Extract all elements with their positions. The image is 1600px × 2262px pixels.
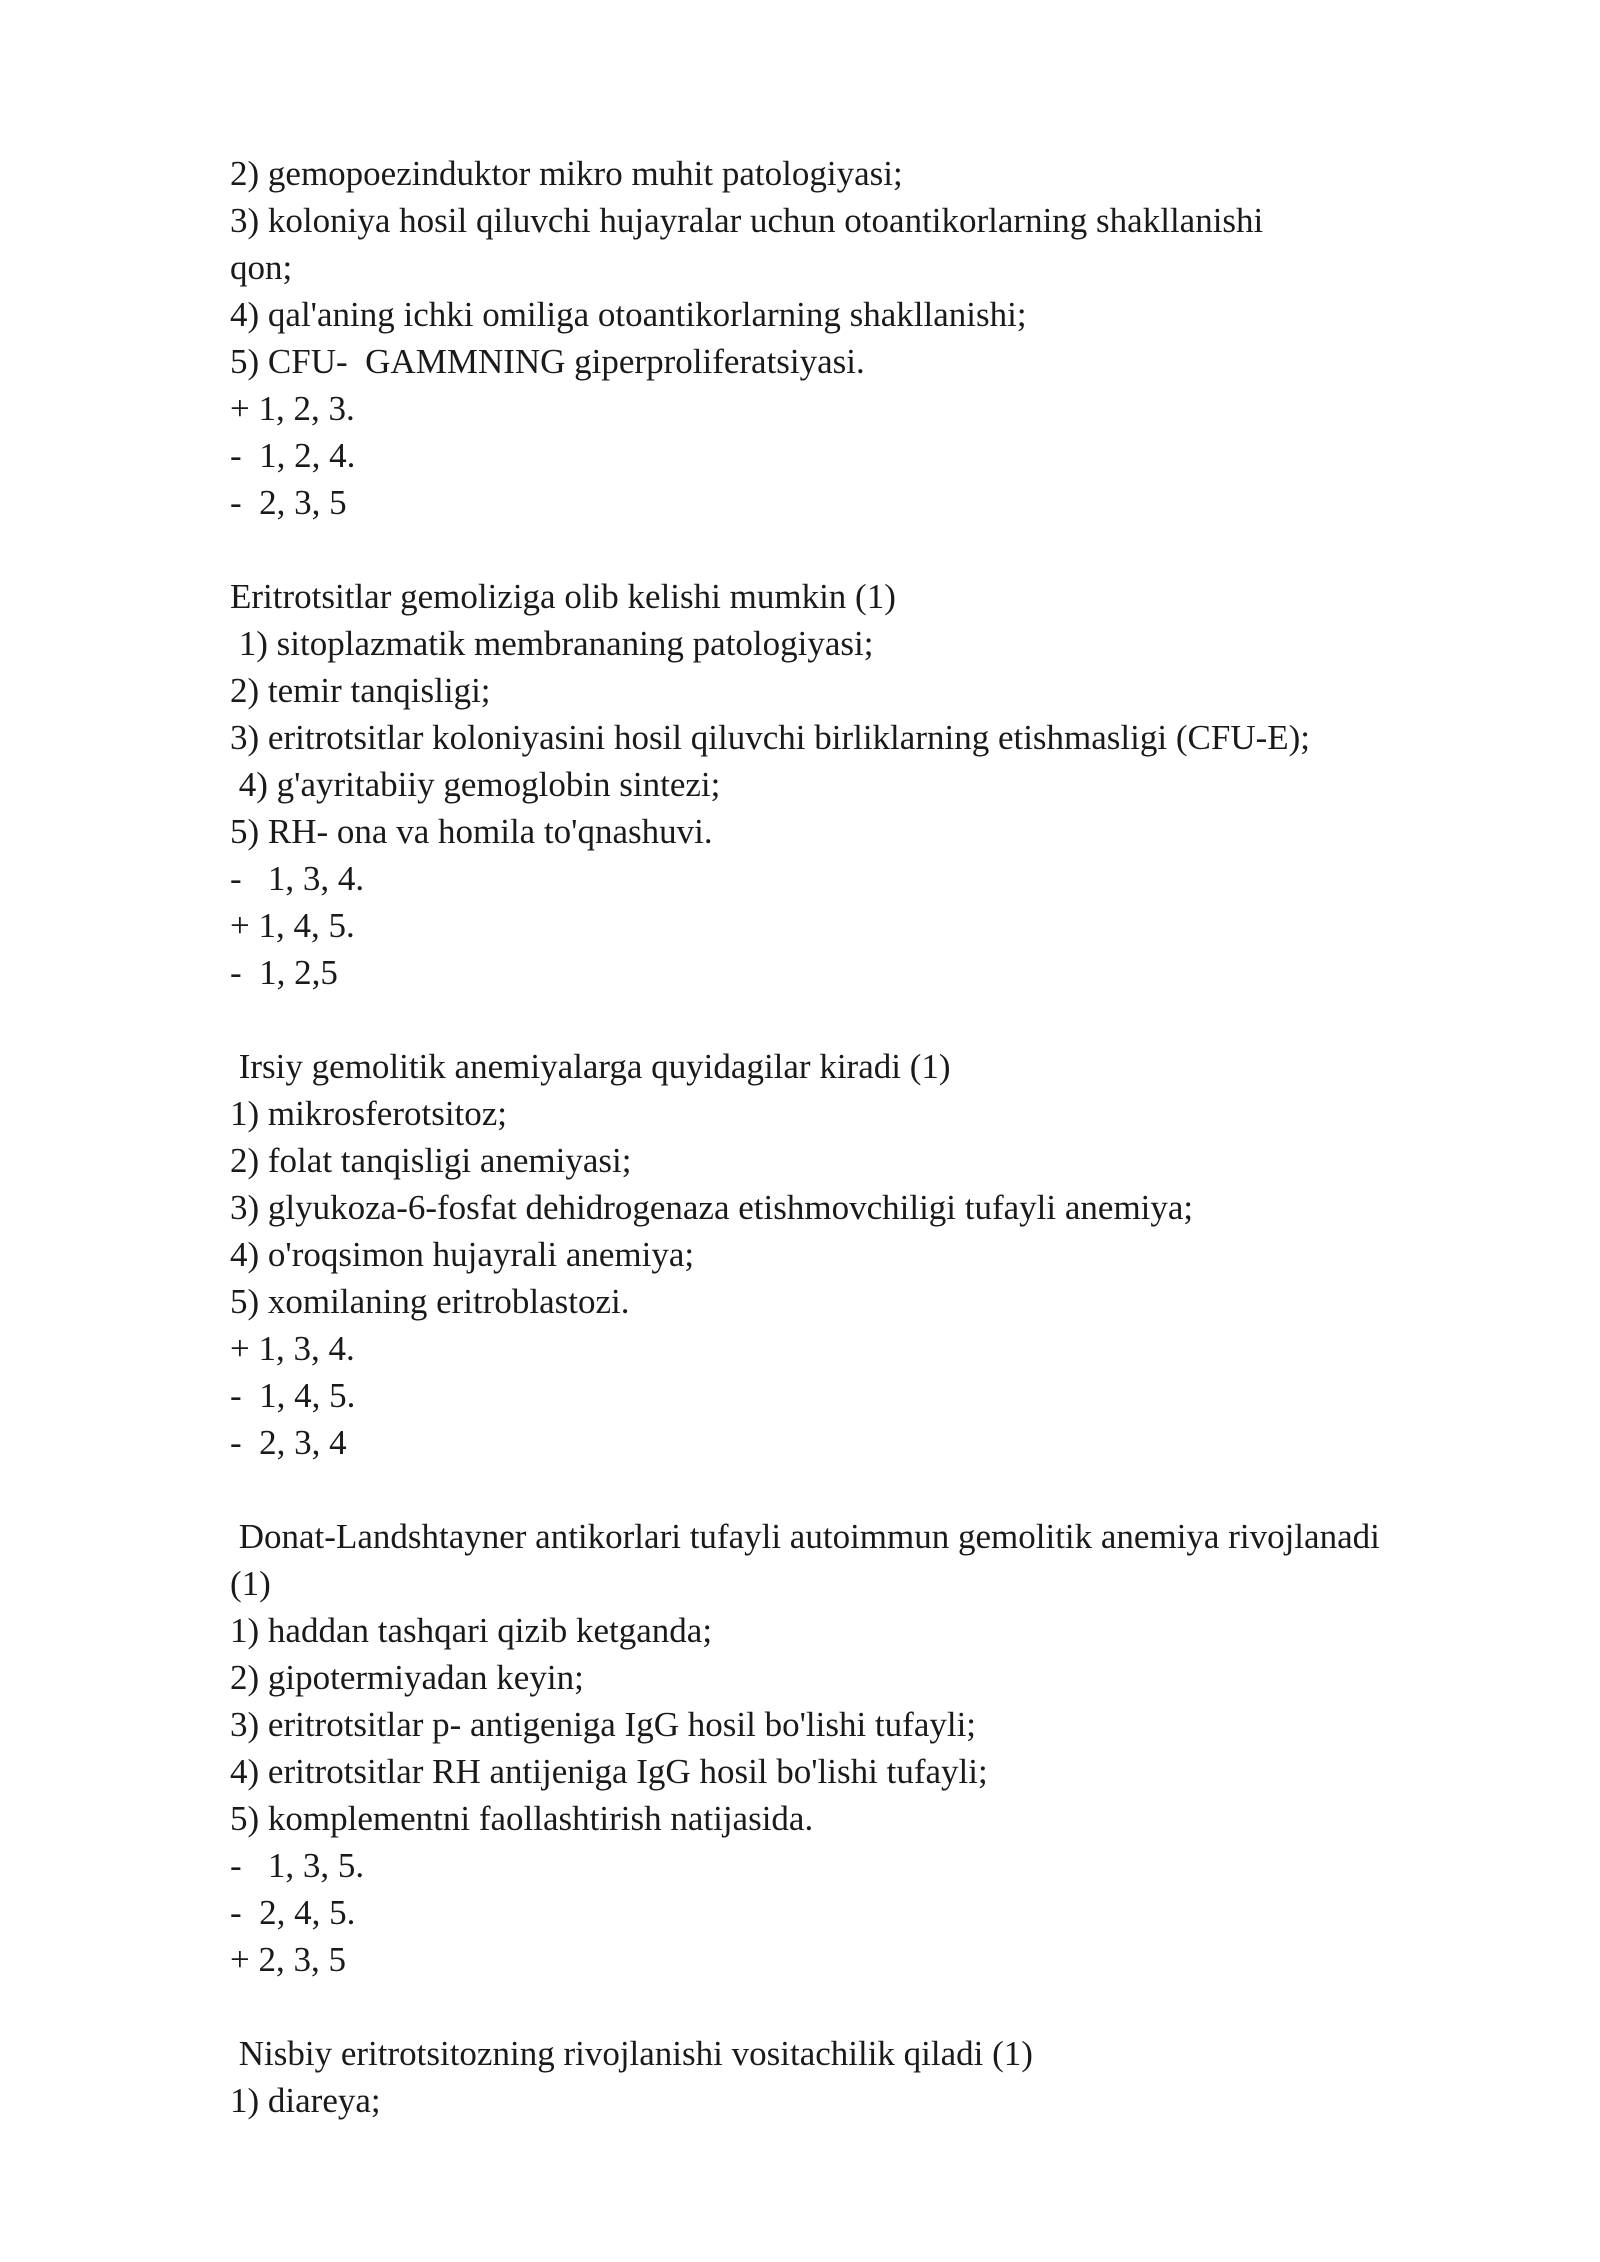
answer-line: - 2, 3, 5 [230,483,347,522]
question-title-continued: (1) [230,1564,271,1603]
question-block [230,150,1530,526]
answer-line: - 2, 4, 5. [230,1893,356,1932]
option-line: 4) qal'aning ichki omiliga otoantikorlarning shakllanishi; [230,295,1027,334]
answer-line: - 1, 2,5 [230,953,338,992]
option-line: 3) eritrotsitlar p- antigeniga IgG hosil bo'lishi tufayli; [230,1705,977,1744]
option-line: 5) komplementni faollashtirish natijasida. [230,1799,814,1838]
option-line: 3) eritrotsitlar koloniyasini hosil qiluvchi birliklarning etishmasligi (CFU-E); [230,718,1311,757]
option-line: 2) folat tanqisligi anemiyasi; [230,1141,632,1180]
option-line: qon; [230,248,293,287]
option-line: 4) eritrotsitlar RH antijeniga IgG hosil bo'lishi tufayli; [230,1752,988,1791]
question-title: Donat-Landshtayner antikorlari tufayli autoimmun gemolitik anemiya rivojlanadi [230,1517,1380,1556]
question-block [230,1043,1530,1466]
question-block [230,573,1530,996]
option-line: 3) koloniya hosil qiluvchi hujayralar uchun otoantikorlarning shakllanishi [230,201,1264,240]
option-line: 3) glyukoza-6-fosfat dehidrogenaza etishmovchiligi tufayli anemiya; [230,1188,1194,1227]
document-text [230,150,1530,2124]
answer-line: + 1, 3, 4. [230,1329,355,1368]
question-title: Nisbiy eritrotsitozning rivojlanishi vositachilik qiladi (1) [230,2034,1033,2073]
block-gap [230,1983,1530,2030]
option-line: 4) g'ayritabiiy gemoglobin sintezi; [230,765,721,804]
option-line: 5) xomilaning eritroblastozi. [230,1282,630,1321]
option-line: 1) sitoplazmatik membrananing patologiyasi; [230,624,874,663]
question-title: Irsiy gemolitik anemiyalarga quyidagilar kiradi (1) [230,1047,951,1086]
answer-line: - 1, 3, 5. [230,1846,365,1885]
option-line: 1) mikrosferotsitoz; [230,1094,508,1133]
question-block [230,2030,1530,2124]
answer-line: - 1, 2, 4. [230,436,356,475]
option-line: 2) gipotermiyadan keyin; [230,1658,584,1697]
answer-line: - 1, 3, 4. [230,859,365,898]
answer-line: + 2, 3, 5 [230,1940,346,1979]
option-line: 1) diareya; [230,2081,381,2120]
answer-line: - 2, 3, 4 [230,1423,347,1462]
option-line: 2) gemopoezinduktor mikro muhit patologiyasi; [230,154,903,193]
block-gap [230,1466,1530,1513]
question-title: Eritrotsitlar gemoliziga olib kelishi mumkin (1) [230,577,896,616]
question-block [230,1513,1530,1983]
option-line: 2) temir tanqisligi; [230,671,491,710]
option-line: 4) o'roqsimon hujayrali anemiya; [230,1235,695,1274]
answer-line: - 1, 4, 5. [230,1376,356,1415]
answer-line: + 1, 4, 5. [230,906,355,945]
block-gap [230,996,1530,1043]
option-line: 5) RH- ona va homila to'qnashuvi. [230,812,713,851]
option-line: 5) CFU- GAMMNING giperproliferatsiyasi. [230,342,865,381]
option-line: 1) haddan tashqari qizib ketganda; [230,1611,713,1650]
answer-line: + 1, 2, 3. [230,389,355,428]
block-gap [230,526,1530,573]
